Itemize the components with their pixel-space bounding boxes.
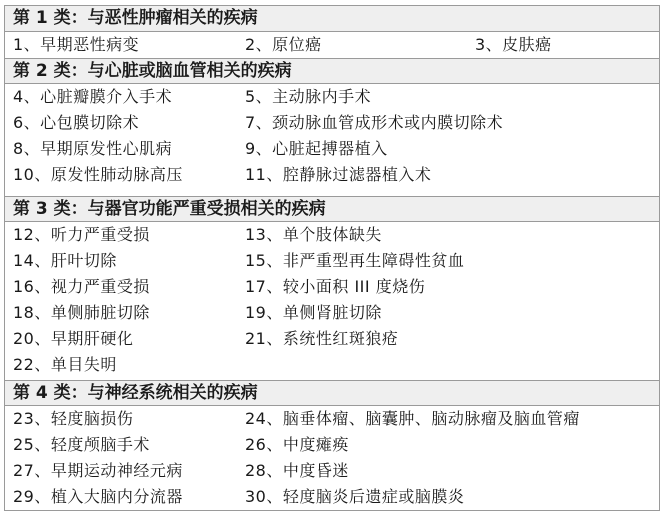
table-row <box>5 300 659 326</box>
table-row <box>5 136 659 162</box>
disease-item: 1、早期恶性病变 <box>13 35 140 54</box>
disease-item: 30、轻度脑炎后遗症或脑膜炎 <box>245 487 465 506</box>
table-row <box>5 484 659 510</box>
table-row <box>5 432 659 458</box>
disease-item: 15、非严重型再生障碍性贫血 <box>245 251 465 270</box>
disease-item: 27、早期运动神经元病 <box>13 461 183 480</box>
disease-item: 25、轻度颅脑手术 <box>13 435 150 454</box>
table-row <box>5 458 659 484</box>
disease-item: 18、单侧肺脏切除 <box>13 303 150 322</box>
table-row <box>5 110 659 136</box>
table-row <box>5 84 659 110</box>
disease-item: 6、心包膜切除术 <box>13 113 140 132</box>
disease-item: 7、颈动脉血管成形术或内膜切除术 <box>245 113 504 132</box>
disease-item: 29、植入大脑内分流器 <box>13 487 183 506</box>
disease-item: 21、系统性红斑狼疮 <box>245 329 399 348</box>
table-row <box>5 248 659 274</box>
table-row <box>5 406 659 432</box>
table-row <box>5 326 659 352</box>
table-row <box>5 222 659 248</box>
table-row <box>5 352 659 378</box>
disease-item: 4、心脏瓣膜介入手术 <box>13 87 173 106</box>
disease-item: 19、单侧肾脏切除 <box>245 303 382 322</box>
disease-item: 26、中度瘫痪 <box>245 435 349 454</box>
disease-item: 9、心脏起搏器植入 <box>245 139 388 158</box>
disease-item: 24、脑垂体瘤、脑囊肿、脑动脉瘤及脑血管瘤 <box>245 409 580 428</box>
category-4-header: 第 4 类：与神经系统相关的疾病 <box>5 380 659 406</box>
disease-item: 13、单个肢体缺失 <box>245 225 382 244</box>
table-row <box>5 162 659 188</box>
disease-item: 17、较小面积 III 度烧伤 <box>245 277 426 296</box>
disease-item: 22、单目失明 <box>13 355 117 374</box>
disease-item: 8、早期原发性心肌病 <box>13 139 173 158</box>
category-1-header: 第 1 类：与恶性肿瘤相关的疾病 <box>5 6 659 32</box>
disease-item: 14、肝叶切除 <box>13 251 117 270</box>
disease-item: 10、原发性肺动脉高压 <box>13 165 183 184</box>
disease-item: 28、中度昏迷 <box>245 461 349 480</box>
disease-table <box>4 5 660 511</box>
disease-item: 5、主动脉内手术 <box>245 87 372 106</box>
disease-item: 23、轻度脑损伤 <box>13 409 134 428</box>
disease-item: 12、听力严重受损 <box>13 225 150 244</box>
disease-item: 3、皮肤癌 <box>475 35 552 54</box>
disease-item: 2、原位癌 <box>245 35 322 54</box>
table-row <box>5 274 659 300</box>
disease-item: 16、视力严重受损 <box>13 277 150 296</box>
category-2-header: 第 2 类：与心脏或脑血管相关的疾病 <box>5 58 659 84</box>
table-row <box>5 32 659 58</box>
disease-item: 20、早期肝硬化 <box>13 329 134 348</box>
category-3-header: 第 3 类：与器官功能严重受损相关的疾病 <box>5 196 659 222</box>
disease-item: 11、腔静脉过滤器植入术 <box>245 165 432 184</box>
